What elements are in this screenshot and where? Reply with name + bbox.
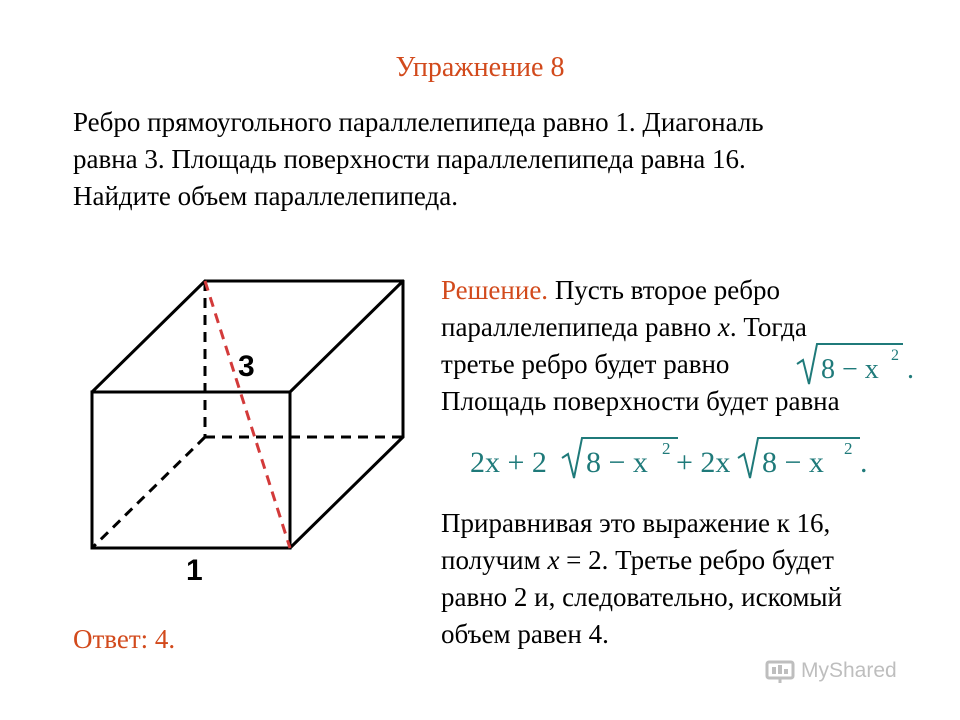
exercise-title: Упражнение 8 — [395, 52, 565, 83]
bottom-right-edge — [290, 437, 403, 548]
solution-line: третье ребро будет равно — [441, 349, 730, 379]
solution-line: параллелепипеда равно x. Тогда — [441, 312, 807, 342]
problem-line: равна 3. Площадь поверхности параллелепипеда равна 16. — [73, 144, 746, 174]
front-face — [92, 392, 290, 548]
svg-text:2x + 2: 2x + 2 — [470, 446, 547, 479]
svg-text:8 − x: 8 − x — [821, 354, 879, 385]
surface-area-formula — [470, 432, 890, 484]
edge-label: 1 — [186, 554, 203, 587]
conclusion-text — [441, 505, 941, 653]
solution-label: Решение. — [441, 275, 549, 305]
svg-text:2: 2 — [844, 439, 853, 458]
conclusion-line: Приравнивая это выражение к 16, — [441, 508, 831, 538]
diagonal-line — [205, 281, 290, 548]
watermark — [765, 658, 897, 684]
conclusion-line: объем равен 4. — [441, 619, 609, 649]
watermark-label: MyShared — [801, 659, 897, 682]
svg-text:8 − x: 8 − x — [586, 446, 648, 479]
conclusion-line: равно 2 и, следовательно, искомый — [441, 582, 842, 612]
svg-text:2: 2 — [891, 347, 899, 364]
conclusion-line: получим x = 2. Третье ребро будет — [441, 545, 834, 575]
parallelepiped-figure — [60, 260, 420, 590]
presentation-icon — [765, 658, 795, 684]
hidden-left-edge — [92, 437, 205, 548]
solution-line: Площадь поверхности будет равна — [441, 386, 840, 416]
diagonal-label: 3 — [238, 350, 255, 383]
problem-line: Ребро прямоугольного параллелепипеда равно 1. Диагональ — [73, 107, 764, 137]
solution-line: Решение. Пусть второе ребро — [441, 275, 780, 305]
svg-text:8 − x: 8 − x — [762, 446, 824, 479]
third-edge-formula — [795, 340, 935, 390]
svg-text:+ 2x: + 2x — [676, 446, 731, 479]
problem-statement — [73, 104, 933, 215]
top-right-edge — [290, 281, 403, 392]
top-left-edge — [92, 281, 205, 392]
svg-text:2: 2 — [662, 439, 671, 458]
answer-text: Ответ: 4. — [73, 624, 176, 654]
problem-line: Найдите объем параллелепипеда. — [73, 181, 458, 211]
svg-text:.: . — [860, 446, 868, 479]
svg-text:.: . — [907, 354, 914, 385]
